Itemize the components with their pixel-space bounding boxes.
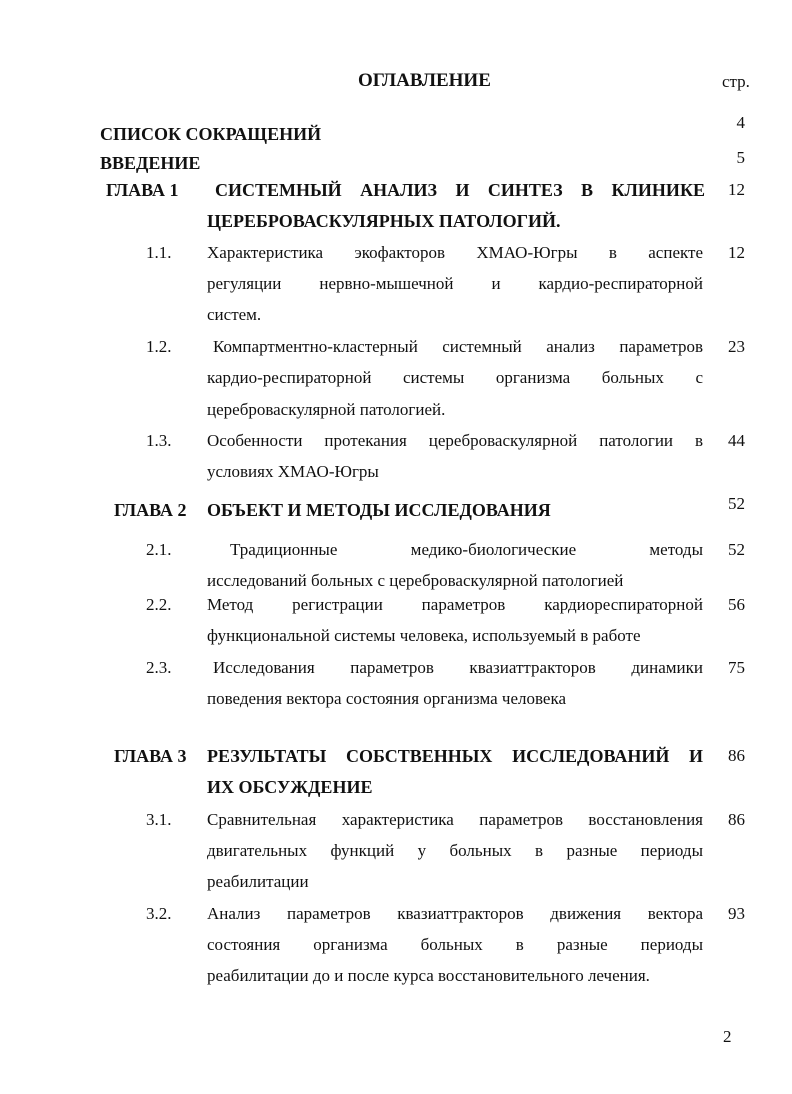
toc-entry-section-3-2[interactable]: Анализ параметров квазиаттракторов движения вектора — [207, 904, 703, 923]
toc-entry-section-2-3[interactable]: Исследования параметров квазиаттракторов динамики — [213, 658, 703, 677]
toc-page-number: 93 — [728, 904, 745, 923]
toc-page-number: 52 — [728, 494, 745, 513]
section-title-line: поведения вектора состояния организма человека — [207, 689, 567, 708]
section-number: 2.2. — [146, 595, 172, 614]
toc-entry-section-1-2[interactable]: Компартментно-кластерный системный анализ параметров — [213, 337, 703, 356]
chapter-number: ГЛАВА 3 — [114, 746, 187, 766]
toc-page-number: 56 — [728, 595, 745, 614]
toc-entry-abbreviations[interactable]: СПИСОК СОКРАЩЕНИЙ — [100, 124, 322, 144]
toc-entry-section-2-2[interactable]: Метод регистрации параметров кардиореспираторной — [207, 595, 703, 614]
section-title-line: реабилитации — [207, 872, 309, 891]
toc-entry-introduction[interactable]: ВВЕДЕНИЕ — [100, 153, 201, 173]
section-title-line: систем. — [207, 305, 262, 324]
toc-page-number: 44 — [728, 431, 745, 450]
toc-page-number: 12 — [728, 180, 745, 199]
toc-entry-chapter-2[interactable]: ОБЪЕКТ И МЕТОДЫ ИССЛЕДОВАНИЯ — [207, 500, 551, 520]
toc-entry-section-1-1[interactable]: Характеристика экофакторов ХМАО-Югры в аспекте — [207, 243, 703, 262]
chapter-number: ГЛАВА 2 — [114, 500, 187, 520]
toc-title: ОГЛАВЛЕНИЕ — [358, 70, 491, 91]
page-column-label: стр. — [722, 72, 750, 91]
section-number: 1.1. — [146, 243, 172, 262]
chapter-number: ГЛАВА 1 — [106, 180, 179, 200]
chapter-title-line: ИХ ОБСУЖДЕНИЕ — [207, 777, 373, 797]
section-number: 2.3. — [146, 658, 172, 677]
toc-page-number: 4 — [736, 113, 745, 132]
page-number-footer: 2 — [723, 1027, 732, 1046]
toc-entry-section-3-1[interactable]: Сравнительная характеристика параметров восстановления — [207, 810, 703, 829]
toc-page-number: 12 — [728, 243, 745, 262]
section-title-line: функциональной системы человека, используемый в работе — [207, 626, 641, 645]
toc-entry-section-1-3[interactable]: Особенности протекания цереброваскулярной патологии в — [207, 431, 703, 450]
chapter-title-line: ЦЕРЕБРОВАСКУЛЯРНЫХ ПАТОЛОГИЙ. — [207, 211, 561, 231]
section-number: 3.2. — [146, 904, 172, 923]
section-number: 2.1. — [146, 540, 172, 559]
section-title-line: цереброваскулярной патологией. — [207, 400, 446, 419]
toc-entry-chapter-3[interactable]: РЕЗУЛЬТАТЫ СОБСТВЕННЫХ ИССЛЕДОВАНИЙ И — [207, 746, 703, 766]
section-number: 1.2. — [146, 337, 172, 356]
toc-page-number: 75 — [728, 658, 745, 677]
toc-page-number: 5 — [736, 148, 745, 167]
section-title-line: регуляции нервно-мышечной и кардио-респираторной — [207, 274, 703, 293]
toc-page-number: 86 — [728, 810, 745, 829]
section-title-line: условиях ХМАО-Югры — [207, 462, 379, 481]
section-number: 1.3. — [146, 431, 172, 450]
toc-page-number: 23 — [728, 337, 745, 356]
section-title-line: состояния организма больных в разные периоды — [207, 935, 703, 954]
toc-page-number: 86 — [728, 746, 745, 765]
section-title-line: реабилитации до и после курса восстановительного лечения. — [207, 966, 650, 985]
toc-page-number: 52 — [728, 540, 745, 559]
toc-entry-section-2-1[interactable]: Традиционные медико-биологические методы — [230, 540, 703, 559]
section-number: 3.1. — [146, 810, 172, 829]
section-title-line: кардио-респираторной системы организма больных с — [207, 368, 703, 387]
section-title-line: исследований больных с цереброваскулярной патологией — [207, 571, 624, 590]
toc-entry-chapter-1[interactable]: СИСТЕМНЫЙ АНАЛИЗ И СИНТЕЗ В КЛИНИКЕ — [215, 180, 705, 200]
section-title-line: двигательных функций у больных в разные периоды — [207, 841, 703, 860]
